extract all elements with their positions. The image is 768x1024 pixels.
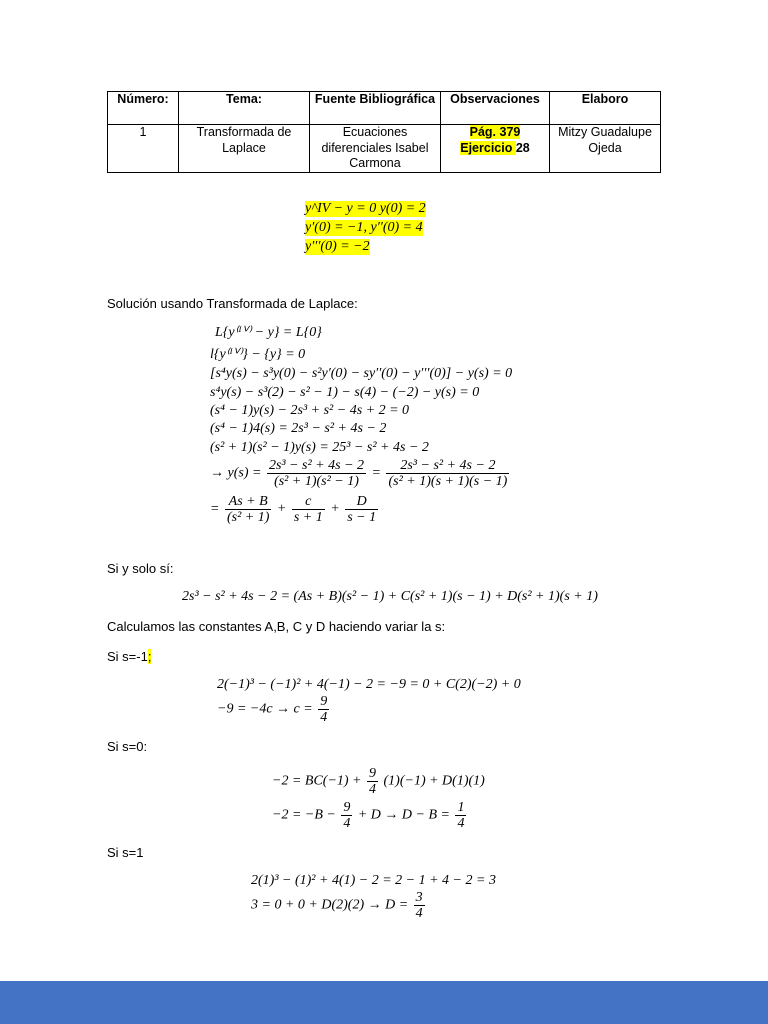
laplace-line-7: (s² + 1)(s² − 1)y(s) = 25³ − s² + 4s − 2	[210, 440, 429, 455]
case1-label-highlight: ;	[147, 649, 152, 664]
laplace-line-5: (s⁴ − 1)y(s) − 2s³ + s² − 4s + 2 = 0	[210, 403, 410, 418]
partial-fraction-c	[292, 494, 325, 525]
case3-eq2	[251, 890, 427, 921]
case2-eq1-fraction	[367, 766, 378, 797]
case3-fraction-num: 3	[415, 890, 423, 905]
case3-fraction-den: 4	[415, 906, 423, 921]
case1-eq2	[217, 694, 331, 725]
header-elaboro: Elaboro	[550, 92, 661, 125]
line8-prefix: → y(s) =	[210, 465, 262, 481]
obs-pagina: Pág. 379	[469, 125, 521, 139]
metadata-table	[107, 91, 661, 173]
case2-eq1	[272, 766, 485, 797]
case1-fraction-num: 9	[320, 694, 328, 709]
obs-ejercicio-label: Ejercicio	[460, 140, 516, 155]
calc-label: Calculamos las constantes A,B, C y D haciendo variar la s:	[107, 619, 446, 634]
header-observaciones: Observaciones	[441, 92, 550, 125]
pf-ab-num: As + B	[225, 494, 271, 510]
partial-fraction-d	[345, 494, 378, 525]
pf-d-den: s − 1	[347, 510, 377, 525]
case1-eq2-prefix: −9 = −4c → c =	[217, 701, 313, 717]
case1-eq1: 2(−1)³ − (−1)² + 4(−1) − 2 = −9 = 0 + C(2)(−2) + 0	[217, 677, 521, 692]
case2-eq1-a: −2 = BC(−1) +	[272, 773, 362, 789]
problem-line-2: y′(0) = −1, y′′(0) = 4	[305, 220, 423, 235]
fraction-1	[267, 458, 366, 489]
case2-eq1-den: 4	[369, 782, 377, 797]
case1-label-text: Si s=-1	[107, 649, 148, 664]
pf-d-num: D	[345, 494, 378, 510]
header-tema: Tema:	[179, 92, 310, 125]
table-row	[108, 125, 661, 173]
case2-eq2-den: 4	[343, 816, 351, 831]
laplace-line-3: [s⁴y(s) − s³y(0) − s²y′(0) − sy′′(0) − y′′′(0)] − y(s) = 0	[210, 366, 513, 381]
plus-sign: +	[330, 501, 340, 517]
laplace-line-6: (s⁴ − 1)4(s) = 2s³ − s² + 4s − 2	[210, 421, 387, 436]
siysolo-equation: 2s³ − s² + 4s − 2 = (As + B)(s² − 1) + C(s² + 1)(s − 1) + D(s² + 1)(s + 1)	[182, 589, 598, 604]
problem-line-1: y^IV − y = 0 y(0) = 2	[305, 201, 426, 216]
cell-observaciones	[441, 125, 550, 173]
case2-eq2-num: 9	[343, 800, 351, 815]
obs-ejercicio-num: 28	[515, 140, 530, 155]
pf-ab-den: (s² + 1)	[226, 510, 270, 525]
case3-fraction	[414, 890, 425, 921]
cell-elaboro: Mitzy Guadalupe Ojeda	[550, 125, 661, 173]
case1-fraction	[318, 694, 329, 725]
laplace-line-2: l{y⁽ᴵⱽ⁾} − {y} = 0	[210, 347, 306, 362]
cell-tema: Transformada de Laplace	[179, 125, 310, 173]
siysolo-label: Si y solo sí:	[107, 561, 174, 576]
footer-bar	[0, 981, 768, 1024]
cell-numero: 1	[108, 125, 179, 173]
case2-label: Si s=0:	[107, 739, 148, 754]
problem-line-3: y′′′(0) = −2	[305, 239, 370, 254]
case3-eq2-prefix: 3 = 0 + 0 + D(2)(2) → D =	[251, 897, 409, 913]
case2-eq2-num2: 1	[457, 800, 465, 815]
laplace-line-1: L{y⁽ᴵⱽ⁾ − y} = L{0}	[215, 325, 322, 340]
plus-sign: +	[276, 501, 287, 517]
cell-fuente: Ecuaciones diferenciales Isabel Carmona	[310, 125, 441, 173]
header-fuente: Fuente Bibliográfica	[310, 92, 441, 125]
case1-label	[107, 649, 151, 664]
laplace-line-8	[210, 458, 511, 489]
solution-heading: Solución usando Transformada de Laplace:	[107, 296, 358, 311]
line9-prefix: =	[210, 501, 220, 517]
laplace-line-4: s⁴y(s) − s³(2) − s² − 1) − s(4) − (−2) − y(s) = 0	[210, 385, 480, 400]
laplace-line-9	[210, 494, 380, 525]
case2-eq2-fraction-2	[455, 800, 466, 831]
case2-eq2-fraction	[341, 800, 352, 831]
partial-fraction-ab	[225, 494, 271, 525]
case3-eq1: 2(1)³ − (1)² + 4(1) − 2 = 2 − 1 + 4 − 2 = 3	[251, 873, 496, 888]
header-numero: Número:	[108, 92, 179, 125]
case3-label: Si s=1	[107, 845, 144, 860]
case2-eq2-b: + D → D − B =	[357, 807, 450, 823]
pf-c-den: s + 1	[293, 510, 323, 525]
pf-c-num: c	[292, 494, 325, 510]
fraction-2	[386, 458, 509, 489]
case2-eq2	[272, 800, 468, 831]
table-header-row	[108, 92, 661, 125]
case2-eq2-a: −2 = −B −	[272, 807, 336, 823]
case2-eq1-num: 9	[369, 766, 377, 781]
case2-eq1-b: (1)(−1) + D(1)(1)	[383, 773, 485, 789]
fraction-1-den: (s² + 1)(s² − 1)	[274, 474, 359, 489]
fraction-2-den: (s² + 1)(s + 1)(s − 1)	[388, 474, 508, 489]
case2-eq2-den2: 4	[457, 816, 465, 831]
case1-fraction-den: 4	[320, 710, 328, 725]
fraction-2-num: 2s³ − s² + 4s − 2	[386, 458, 509, 474]
line8-eq: =	[371, 465, 381, 481]
fraction-1-num: 2s³ − s² + 4s − 2	[268, 458, 365, 473]
